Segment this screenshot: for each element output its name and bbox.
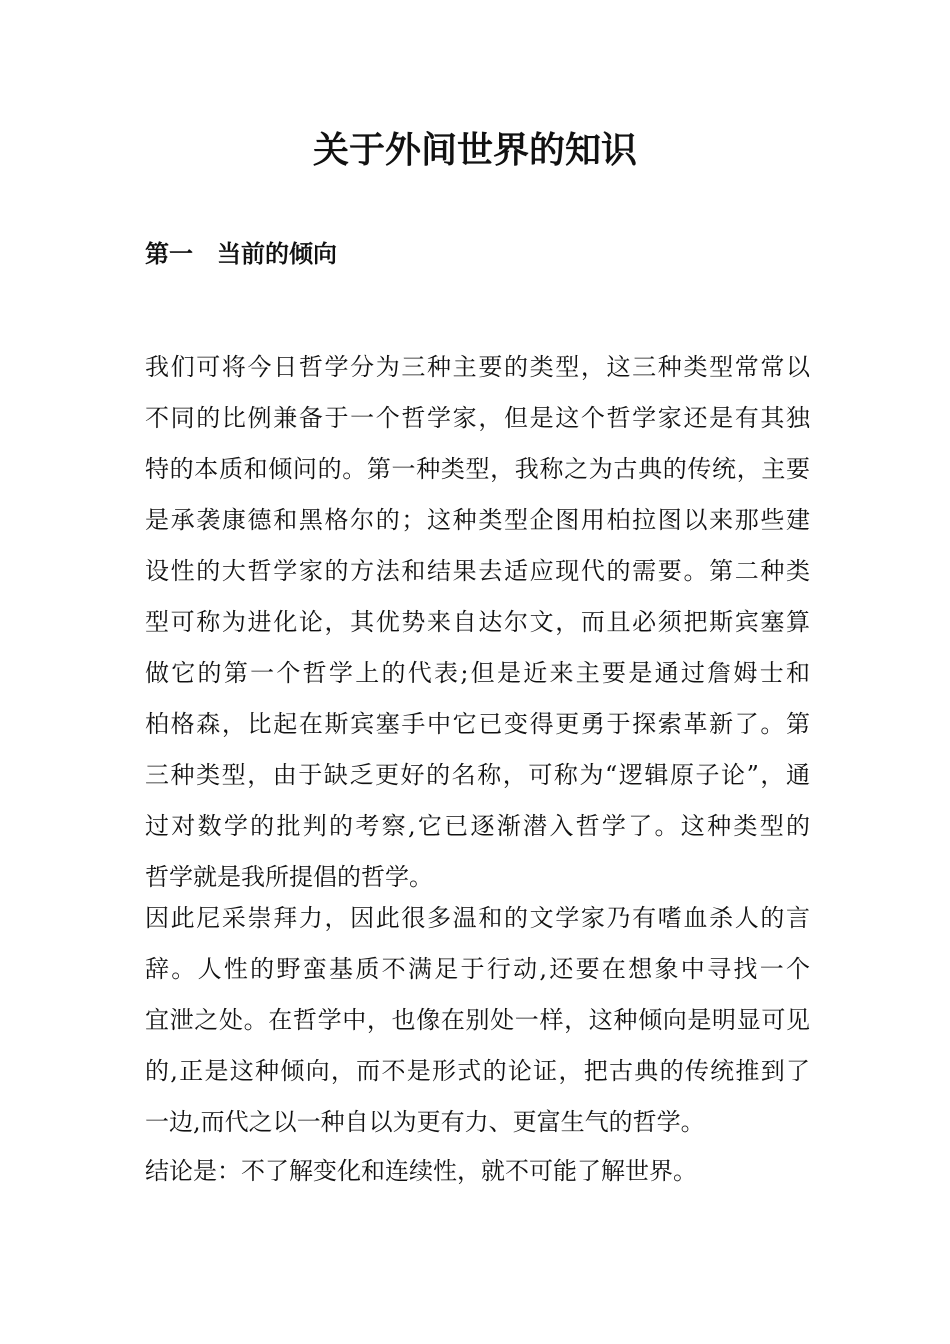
paragraph-line: 的,正是这种倾向，而不是形式的论证，把古典的传统推到了 xyxy=(145,1057,810,1085)
paragraph-line: 一边,而代之以一种自以为更有力、更富生气的哲学。 xyxy=(145,1108,705,1136)
paragraph-line: 辞。人性的野蛮基质不满足于行动,还要在想象中寻找一个 xyxy=(145,955,810,983)
paragraph-line: 柏格森，比起在斯宾塞手中它已变得更勇于探索革新了。第 xyxy=(145,710,810,738)
paragraph-line: 特的本质和倾问的。第一种类型，我称之为古典的传统，主要 xyxy=(145,455,810,483)
paragraph-line: 设性的大哲学家的方法和结果去适应现代的需要。第二种类 xyxy=(145,557,810,585)
paragraph-line: 过对数学的批判的考察,它已逐渐潜入哲学了。这种类型的 xyxy=(145,812,810,840)
section-heading: 第一 当前的倾向 xyxy=(145,239,337,268)
paragraph-line: 结论是：不了解变化和连续性，就不可能了解世界。 xyxy=(145,1157,697,1185)
paragraph-line: 三种类型，由于缺乏更好的名称，可称为“逻辑原子论”，通 xyxy=(145,761,810,789)
paragraph-line: 宜泄之处。在哲学中，也像在别处一样，这种倾向是明显可见 xyxy=(145,1006,810,1034)
paragraph-line: 我们可将今日哲学分为三种主要的类型，这三种类型常常以 xyxy=(145,353,810,381)
paragraph-line: 做它的第一个哲学上的代表;但是近来主要是通过詹姆士和 xyxy=(145,659,810,687)
paragraph-line: 是承袭康德和黑格尔的；这种类型企图用柏拉图以来那些建 xyxy=(145,506,810,534)
paragraph-2 xyxy=(145,893,810,1148)
document-title: 关于外间世界的知识 xyxy=(312,129,637,171)
paragraph-line: 型可称为进化论，其优势来自达尔文，而且必须把斯宾塞算 xyxy=(145,608,810,636)
paragraph-line: 哲学就是我所提倡的哲学。 xyxy=(145,863,433,891)
paragraph-line: 因此尼采崇拜力，因此很多温和的文学家乃有嗜血杀人的言 xyxy=(145,904,810,932)
paragraph-3 xyxy=(145,1146,810,1197)
paragraph-line: 不同的比例兼备于一个哲学家，但是这个哲学家还是有其独 xyxy=(145,404,810,432)
paragraph-1 xyxy=(145,342,810,903)
